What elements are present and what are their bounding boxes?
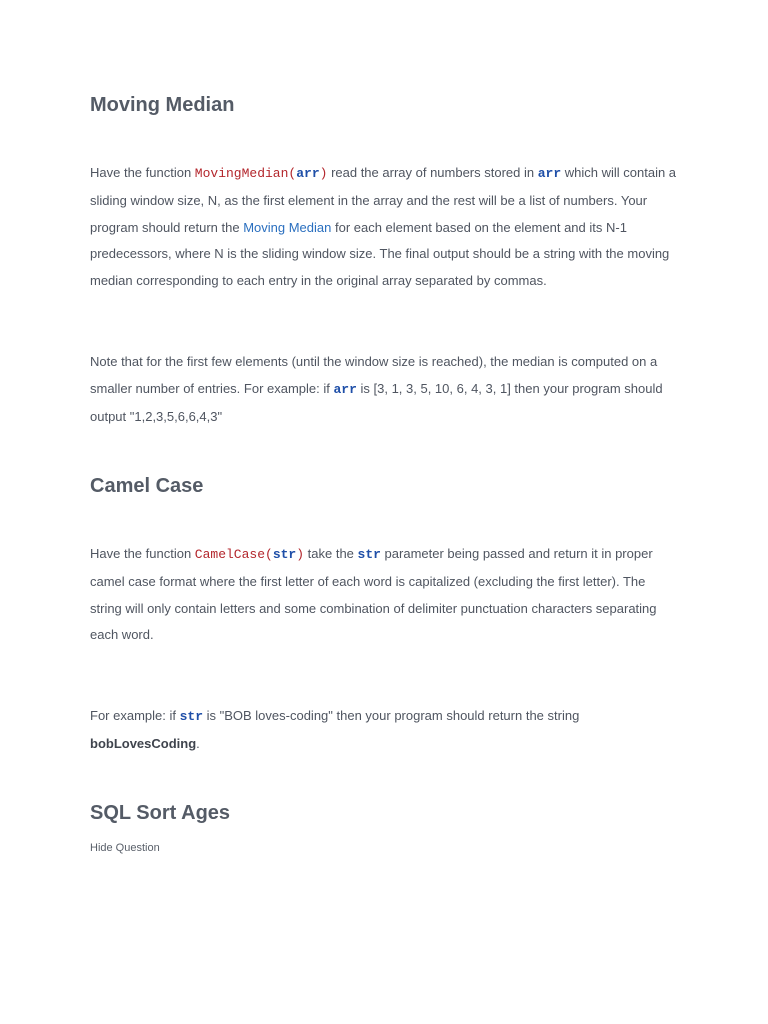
text: take the (304, 546, 358, 561)
moving-median-paragraph-2 (90, 349, 680, 430)
moving-median-title: Moving Median (90, 94, 235, 116)
function-name: CamelCase (194, 547, 266, 562)
text: for each element based on the element and its N-1 predecessors, where N is the sliding window size. The final output should be a string with the moving median corresponding to each entry in the original array separated by commas. (90, 219, 670, 289)
argument: str (272, 547, 297, 562)
text: Note that for the first few elements (until the window size is reached), the median is computed on a smaller number of entries. For example: if (90, 354, 658, 396)
paren-close: ) (296, 547, 305, 562)
camel-case-paragraph-2 (90, 703, 680, 758)
camel-case-paragraph-1 (90, 541, 680, 649)
text: read the array of numbers stored in (327, 165, 538, 180)
text: . (196, 735, 200, 751)
argument: arr (333, 381, 357, 397)
text: is [3, 1, 3, 5, 10, 6, 4, 3, 1] then your program should output "1,2,3,5,6,6,4,3" (90, 380, 663, 424)
argument: arr (537, 166, 562, 181)
moving-median-link[interactable]: Moving Median (243, 219, 332, 235)
paren-open: ( (265, 547, 273, 562)
moving-median-paragraph-1 (90, 160, 680, 295)
text: which will contain a sliding window size, N, as the first element in the array and the rest will be a list of numbers. Your program should return the (90, 165, 677, 235)
argument: str (179, 709, 203, 724)
paren-close: ) (319, 166, 328, 181)
text: Have the function (90, 546, 195, 561)
argument: str (357, 547, 381, 562)
sql-sort-ages-title: SQL Sort Ages (90, 802, 231, 824)
text: For example: if (90, 708, 180, 723)
paren-open: ( (288, 166, 297, 181)
text: is "BOB loves-coding" then your program should return the string (203, 708, 580, 723)
function-name: MovingMedian (194, 166, 289, 181)
camel-case-title: Camel Case (90, 475, 204, 497)
hide-question-link[interactable]: Hide Question (90, 842, 160, 854)
argument: arr (296, 166, 320, 181)
example-result: bobLovesCoding (90, 735, 197, 751)
text: Have the function (90, 165, 195, 180)
text: parameter being passed and return it in proper camel case format where the first letter of each word is capitalized (excluding the first letter). The string will only contain letters and some combination of delimiter punctuation characters separating each word. (90, 546, 657, 643)
